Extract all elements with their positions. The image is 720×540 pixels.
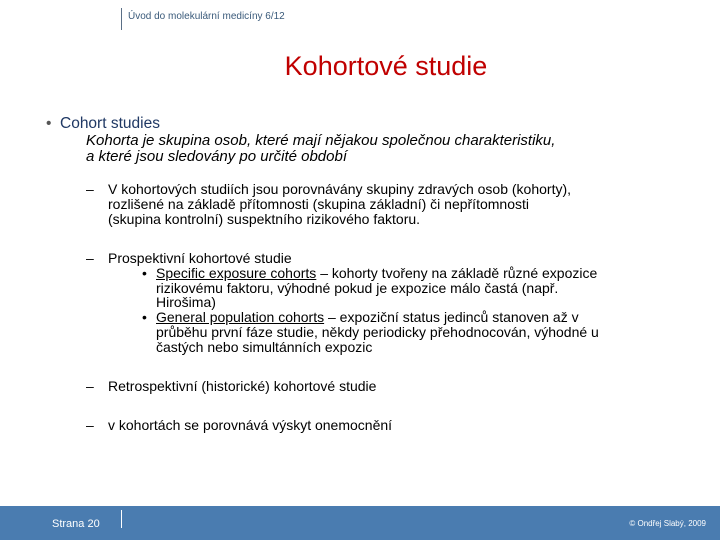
item-line: Prospektivní kohortové studie (108, 249, 292, 266)
dash-marker: – (86, 249, 94, 266)
bullet-label: Cohort studies (60, 115, 160, 132)
item-line: v kohortách se porovnává výskyt onemocnění (108, 417, 393, 434)
term-general-population: General population cohorts (156, 309, 325, 326)
header-text: Úvod do molekulární medicíny 6/12 (128, 11, 285, 22)
definition-line: a které jsou sledovány po určité období (86, 147, 347, 165)
footer-copyright: © Ondřej Slabý, 2009 (629, 519, 706, 528)
bullet-cohort-studies (46, 116, 706, 133)
slide-title: Kohortové studie (284, 51, 488, 81)
slide-content (46, 116, 706, 433)
term-specific-exposure: Specific exposure cohorts (156, 264, 317, 281)
dash-marker: – (86, 180, 94, 197)
item-prospektivni (86, 251, 708, 356)
subitem-line: Hirošima) (156, 294, 216, 311)
header-divider (121, 8, 122, 30)
sub-bullet-dot: • (142, 309, 147, 326)
subitem-text: – kohorty tvořeny na základě různé expozice (316, 264, 598, 281)
item-retrospektivni (86, 379, 708, 394)
subitem-text: – expoziční status jedinců stanoven až v (324, 309, 579, 326)
subitem-line: rizikovému faktoru, výhodné pokud je expozice málo častá (např. (156, 279, 559, 296)
item-vyskyt (86, 418, 708, 433)
dash-marker: – (86, 417, 94, 434)
subitem-line: průběhu první fáze studie, někdy periodicky přehodnocován, výhodné u (156, 324, 599, 341)
definition-text (86, 133, 706, 165)
footer-divider (121, 510, 122, 528)
subitem-line: častých nebo simultánních expozic (156, 339, 373, 356)
dash-marker: – (86, 378, 94, 395)
definition-line: Kohorta je skupina osob, které mají nějakou společnou charakteristiku, (86, 131, 556, 149)
sub-bullet-dot: • (142, 264, 147, 281)
item-kohortove-studie (86, 182, 708, 227)
footer-bar (0, 506, 720, 540)
item-line: rozlišené na základě přítomnosti (skupina základní) či nepřítomnosti (108, 195, 529, 212)
page-number: Strana 20 (52, 518, 100, 530)
subitem-general-population (142, 310, 716, 355)
item-line: (skupina kontrolní) suspektního rizikového faktoru. (108, 210, 421, 227)
subitem-specific-exposure (142, 266, 716, 311)
item-line: Retrospektivní (historické) kohortové studie (108, 378, 377, 395)
bullet-dot: • (46, 115, 52, 132)
item-line: V kohortových studiích jsou porovnávány skupiny zdravých osob (kohorty), (108, 180, 572, 197)
